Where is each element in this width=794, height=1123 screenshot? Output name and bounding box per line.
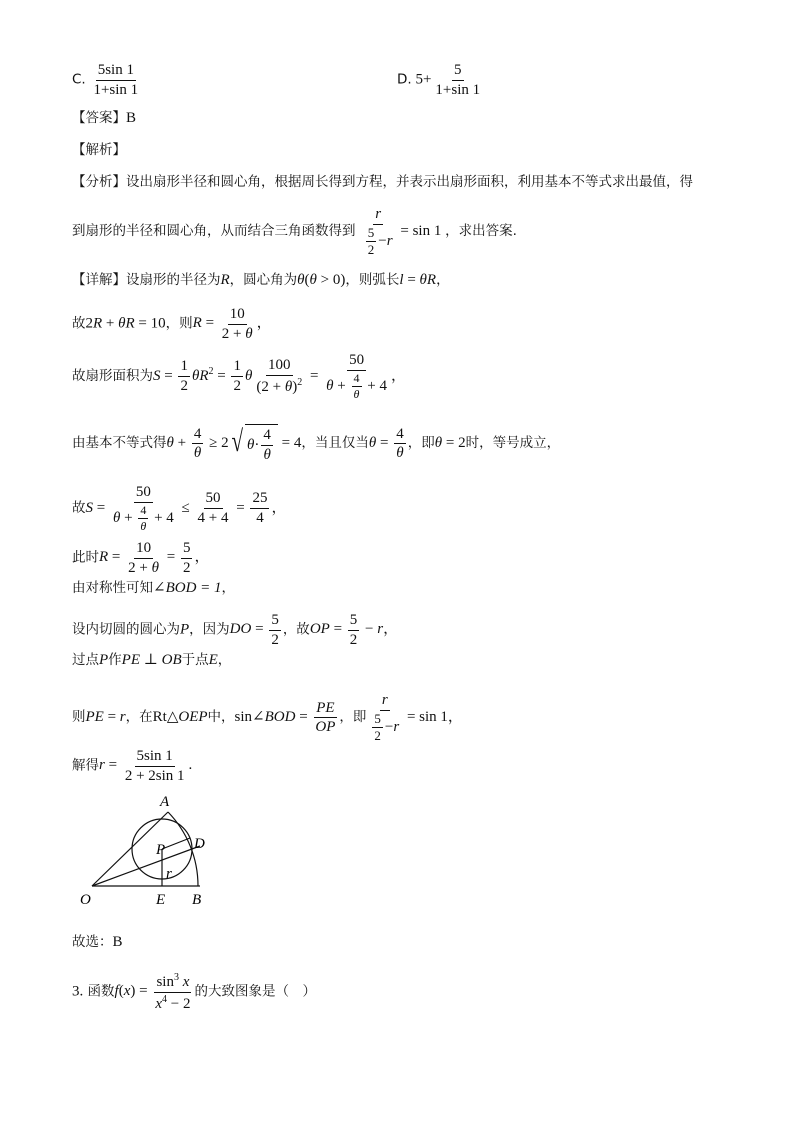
detail-text-4: ， bbox=[436, 272, 450, 288]
incircle-text-c: ，故 bbox=[282, 621, 310, 638]
label-d: D bbox=[194, 836, 205, 852]
analysis-text-2a: 到扇形的半径和圆心角，从而结合三角函数得到 bbox=[72, 222, 356, 239]
label-e: E bbox=[156, 892, 166, 908]
ineq-text-a: 由基本不等式得 bbox=[72, 434, 167, 451]
analysis-tag: 【分析】 bbox=[72, 174, 126, 190]
perp-text-b: 作 bbox=[108, 652, 122, 668]
choose-line bbox=[72, 932, 123, 952]
area-line: 故扇形面积为S = $\frac{1}{2}$ $\theta R^2$ = $\frac{1}{2}$ θ $\frac{100}{(2 + \theta)^2}$ = 50 θ + $\frac{4}{\theta}$ + 4 ， bbox=[72, 352, 406, 401]
perp-text-d: ， bbox=[217, 652, 232, 668]
option-d-label: D. bbox=[397, 71, 412, 88]
sector-incircle-figure bbox=[80, 790, 220, 910]
q3-text-a: 函数 bbox=[87, 983, 115, 1000]
question-3: 3. 函数f(x) = $\frac{\sin^3 x}{x^4 - 2}$ 的大致图象是（ ） bbox=[72, 972, 316, 1012]
then-text-c: 中， bbox=[207, 708, 235, 725]
analysis-header: 【解析】 bbox=[72, 142, 126, 158]
label-o: O bbox=[80, 892, 91, 908]
perp-text-c: 于点 bbox=[181, 652, 209, 668]
label-r: r bbox=[166, 866, 172, 882]
choose-value: B bbox=[112, 934, 123, 950]
segment-pd bbox=[162, 838, 190, 849]
analysis-text-2b: ，求出答案. bbox=[445, 222, 517, 239]
inequality-line: 由基本不等式得θ + $\frac{4}{\theta}$ ≥ 2 √ θ · $\frac{4}{\theta}$ = 4，当且仅当θ = $\frac{4}{\theta}$ ，即θ = 2时，等号成立， bbox=[72, 425, 561, 463]
symmetry-tail: ， bbox=[221, 580, 236, 596]
symmetry-text: 由对称性可知 bbox=[72, 580, 153, 596]
ineq-text-c: ，即 bbox=[407, 434, 435, 451]
symmetry-line bbox=[72, 578, 235, 598]
detail-text-2: ，圆心角为 bbox=[229, 272, 298, 288]
area-label: 故扇形面积为 bbox=[72, 367, 153, 384]
radius-line: 此时R = $\frac{10}{2 + \theta}$ = $\frac{5}{2}$ ， bbox=[72, 540, 210, 576]
symmetry-expr: ∠BOD = 1 bbox=[153, 580, 222, 596]
option-d-numerator: 5 bbox=[452, 62, 464, 81]
analysis-text-1: 设出扇形半径和圆心角，根据周长得到方程，并表示出扇形面积，利用基本不等式求出最值，得 bbox=[126, 174, 693, 190]
analysis-line-2 bbox=[72, 206, 517, 257]
option-d bbox=[397, 62, 484, 98]
gu2-text: 故 bbox=[72, 499, 86, 516]
detail-line-1: 【详解】设扇形的半径为R，圆心角为θ(θ > 0)，则弧长l = θR， bbox=[72, 272, 450, 288]
answer-tag: 【答案】 bbox=[72, 110, 126, 126]
incircle-line: 设内切圆的圆心为P，因为DO = $\frac{5}{2}$ ，故OP = $\frac{5}{2}$ − r， bbox=[72, 612, 399, 648]
ineq-text-b: ，当且仅当 bbox=[301, 434, 369, 451]
detail-tag: 【详解】 bbox=[72, 272, 126, 288]
then-text-d: ，即 bbox=[339, 708, 367, 725]
option-c-fraction bbox=[91, 62, 140, 98]
ze-text: ，则 bbox=[165, 315, 193, 332]
segment-od bbox=[92, 846, 200, 886]
analysis-equation: r $\frac{5}{2}$ −r = sin 1 bbox=[367, 206, 446, 257]
cishi-text: 此时 bbox=[72, 549, 99, 566]
detail-text-1: 设扇形的半径为 bbox=[126, 272, 221, 288]
ineq-text-d: 时，等号成立， bbox=[465, 434, 561, 451]
q3-number: 3. bbox=[72, 983, 84, 1000]
option-c bbox=[72, 62, 142, 98]
perpendicular-line: 过点P作PE ⊥ OB于点E， bbox=[72, 652, 232, 668]
detail-text-3: ，则弧长 bbox=[345, 272, 400, 288]
solve-text: 解得 bbox=[72, 757, 99, 774]
option-c-label: C. bbox=[72, 71, 86, 88]
q3-text-b: 的大致图象是（ ） bbox=[194, 983, 316, 1000]
label-a: A bbox=[160, 794, 170, 810]
choose-text: 故选： bbox=[72, 934, 113, 950]
option-d-lead: 5+ bbox=[415, 71, 432, 88]
label-p: P bbox=[156, 842, 166, 858]
then-text-b: ，在 bbox=[125, 708, 153, 725]
max-area-line: 故S = 50 θ + $\frac{4}{\theta}$ + 4 ≤ $\frac{50}{4 + 4}$ = $\frac{25}{4}$ ， bbox=[72, 484, 287, 533]
option-c-denominator: 1+sin 1 bbox=[93, 81, 139, 98]
incircle-text-b: ，因为 bbox=[189, 621, 230, 638]
answer-line bbox=[72, 108, 136, 128]
gu-text: 故 bbox=[72, 315, 86, 332]
then-text-a: 则 bbox=[72, 708, 86, 725]
option-d-denominator: 1+sin 1 bbox=[435, 81, 481, 98]
option-c-numerator: 5sin 1 bbox=[96, 62, 136, 81]
label-b: B bbox=[192, 892, 202, 908]
sine-line: 则PE = r，在Rt△OEP中，sin∠BOD = $\frac{PE}{OP}$ ，即 r $\frac{5}{2}$ −r = sin 1， bbox=[72, 692, 463, 743]
perp-text-a: 过点 bbox=[72, 652, 99, 668]
incircle-text-a: 设内切圆的圆心为 bbox=[72, 621, 180, 638]
solve-line: 解得r = $\frac{5\sin 1}{2 + 2\sin 1}$ . bbox=[72, 748, 193, 784]
analysis-line-1 bbox=[72, 172, 693, 192]
perimeter-line: 故2R + θR = 10，则R = $\frac{10}{2 + \theta}$ ， bbox=[72, 306, 272, 342]
answer-value: B bbox=[126, 110, 137, 126]
option-d-fraction bbox=[433, 62, 482, 98]
